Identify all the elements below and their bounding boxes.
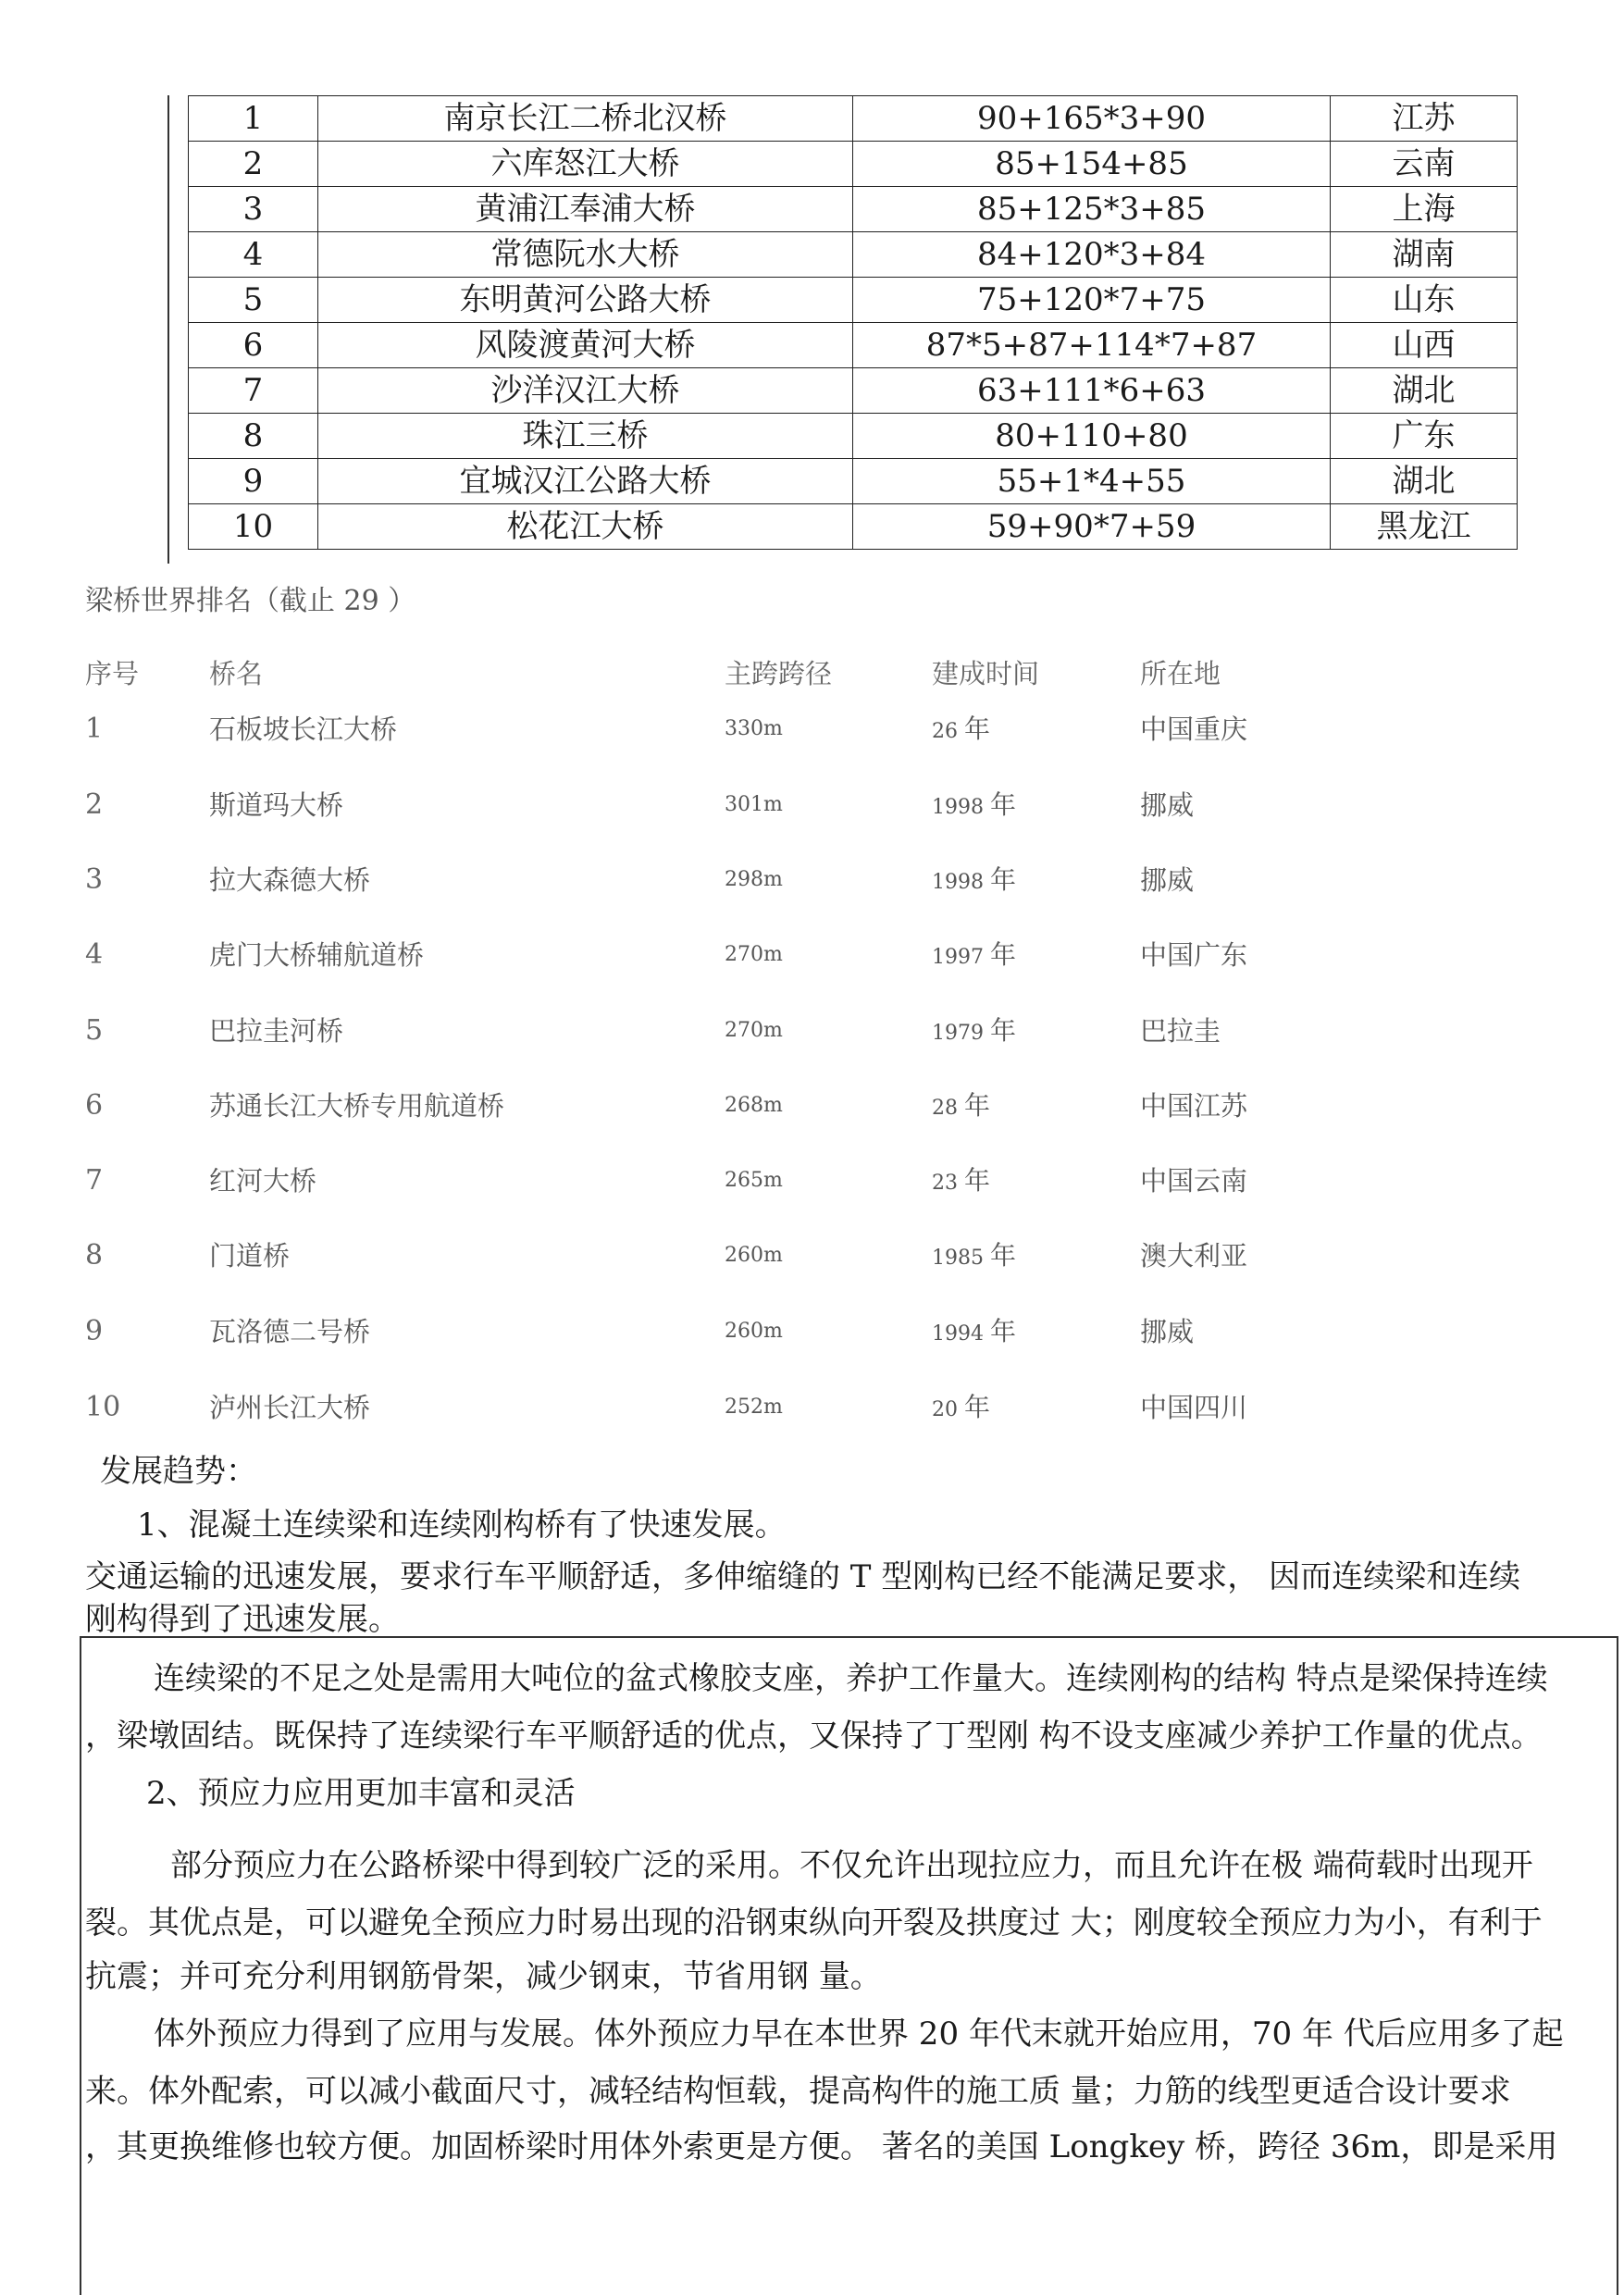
cell-span-layout: 85+125*3+85: [853, 187, 1331, 232]
cell-number: 8: [189, 414, 318, 459]
rank-completion-year: [932, 1387, 990, 1431]
cell-province: 黑龙江: [1331, 504, 1518, 550]
cell-span-layout: 85+154+85: [853, 142, 1331, 187]
rank-completion-year: [932, 709, 990, 752]
rank-completion-year: [932, 1311, 1016, 1355]
paragraph-3-line-1: 部分预应力在公路桥梁中得到较广泛的采用。不仅允许出现拉应力，而且允许在极 端荷载时出现开: [170, 1847, 1533, 1884]
rank-location: 巴拉圭: [1140, 1015, 1221, 1047]
cell-span-layout: 55+1*4+55: [853, 459, 1331, 504]
list-item: [0, 1160, 1624, 1201]
rank-main-span: 270m: [725, 1019, 783, 1042]
rank-year-unit: 年: [964, 1392, 991, 1422]
rank-year-value: 1997: [932, 946, 984, 969]
rank-bridge-name: 门道桥: [209, 1240, 291, 1272]
rank-bridge-name: 泸州长江大桥: [209, 1392, 371, 1423]
paragraph-3-line-3: 抗震；并可充分利用钢筋骨架，减少钢束，节省用钢 量。: [85, 1958, 882, 1995]
table-row: [189, 96, 1518, 142]
rank-completion-year: [932, 1085, 990, 1129]
cell-bridge-name: 黄浦江奉浦大桥: [318, 187, 853, 232]
table-row: [189, 142, 1518, 187]
ranking-title: 梁桥世界排名（截止 29 ）: [85, 585, 416, 617]
cell-span-layout: 59+90*7+59: [853, 504, 1331, 550]
rank-completion-year: [932, 860, 1016, 903]
cell-span-layout: 90+165*3+90: [853, 96, 1331, 142]
cell-number: 5: [189, 278, 318, 323]
cell-bridge-name: 南京长江二桥北汉桥: [318, 96, 853, 142]
cell-bridge-name: 松花江大桥: [318, 504, 853, 550]
table-row: [189, 459, 1518, 504]
rank-year-value: 23: [932, 1172, 958, 1195]
paragraph-4-line-3: ，其更换维修也较方便。加固桥梁时用体外索更是方便。 著名的美国 Longkey 桥，跨径 36m，即是采用: [85, 2128, 1558, 2165]
rank-index: 3: [85, 863, 104, 896]
rank-main-span: 252m: [725, 1396, 783, 1419]
cell-bridge-name: 珠江三桥: [318, 414, 853, 459]
rank-index: 9: [85, 1315, 104, 1347]
table-row: [189, 187, 1518, 232]
header-name: 桥名: [209, 658, 264, 689]
rank-completion-year: [932, 1235, 1016, 1279]
rank-location: 中国江苏: [1140, 1090, 1248, 1122]
ranking-header: [0, 653, 1624, 694]
header-location: 所在地: [1140, 658, 1221, 689]
cell-province: 湖北: [1331, 368, 1518, 414]
paragraph-2-line-1: 连续梁的不足之处是需用大吨位的盆式橡胶支座，养护工作量大。连续刚构的结构 特点是梁保持连续: [154, 1660, 1548, 1697]
paragraph-4-line-1: 体外预应力得到了应用与发展。体外预应力早在本世界 20 年代末就开始应用，70 年 代后应用多了起: [154, 2016, 1564, 2053]
rank-location: 中国四川: [1140, 1392, 1248, 1423]
rank-bridge-name: 拉大森德大桥: [209, 864, 371, 896]
rank-index: 7: [85, 1164, 104, 1197]
cell-span-layout: 84+120*3+84: [853, 232, 1331, 278]
cell-span-layout: 80+110+80: [853, 414, 1331, 459]
table-row: [189, 504, 1518, 550]
header-span: 主跨跨径: [725, 658, 833, 689]
rank-year-value: 1994: [932, 1322, 984, 1346]
list-item: [0, 1085, 1624, 1126]
rank-index: 6: [85, 1089, 104, 1122]
rank-bridge-name: 斯道玛大桥: [209, 789, 344, 821]
rank-year-unit: 年: [990, 1316, 1017, 1346]
cell-number: 2: [189, 142, 318, 187]
rank-bridge-name: 苏通长江大桥专用航道桥: [209, 1090, 505, 1122]
rank-completion-year: [932, 1011, 1016, 1054]
table-left-rule: [167, 95, 169, 564]
cell-span-layout: 75+120*7+75: [853, 278, 1331, 323]
rank-main-span: 330m: [725, 717, 783, 740]
list-item: [0, 1311, 1624, 1352]
rank-year-unit: 年: [964, 1165, 991, 1196]
rank-main-span: 260m: [725, 1320, 783, 1343]
cell-span-layout: 63+111*6+63: [853, 368, 1331, 414]
list-item: [0, 785, 1624, 825]
cell-province: 湖南: [1331, 232, 1518, 278]
rank-main-span: 301m: [725, 793, 783, 816]
rank-year-unit: 年: [964, 713, 991, 744]
cell-province: 山东: [1331, 278, 1518, 323]
continuous-girder-table: [188, 95, 1518, 550]
table-row: [189, 368, 1518, 414]
list-item: [0, 709, 1624, 750]
cell-number: 10: [189, 504, 318, 550]
rank-year-value: 28: [932, 1097, 958, 1120]
list-item: [0, 1235, 1624, 1276]
rank-location: 中国云南: [1140, 1165, 1248, 1197]
rank-bridge-name: 虎门大桥辅航道桥: [209, 939, 425, 971]
cell-number: 1: [189, 96, 318, 142]
rank-main-span: 268m: [725, 1094, 783, 1117]
rank-location: 中国广东: [1140, 939, 1248, 971]
rank-year-unit: 年: [990, 1240, 1017, 1271]
rank-location: 挪威: [1140, 864, 1195, 896]
table-row: [189, 414, 1518, 459]
cell-province: 湖北: [1331, 459, 1518, 504]
rank-main-span: 260m: [725, 1244, 783, 1267]
item1-title: 1、混凝土连续梁和连续刚构桥有了快速发展。: [137, 1507, 787, 1544]
list-item: [0, 1387, 1624, 1428]
rank-year-unit: 年: [964, 1090, 991, 1121]
rank-bridge-name: 巴拉圭河桥: [209, 1015, 344, 1047]
cell-province: 云南: [1331, 142, 1518, 187]
rank-year-unit: 年: [990, 789, 1017, 820]
rank-year-value: 1998: [932, 796, 984, 819]
cell-province: 上海: [1331, 187, 1518, 232]
list-item: [0, 935, 1624, 975]
rank-completion-year: [932, 1160, 990, 1204]
rank-index: 2: [85, 788, 104, 821]
cell-bridge-name: 东明黄河公路大桥: [318, 278, 853, 323]
rank-index: 10: [85, 1391, 121, 1423]
cell-province: 山西: [1331, 323, 1518, 368]
table-row: [189, 278, 1518, 323]
rank-year-value: 1979: [932, 1022, 984, 1045]
rank-location: 挪威: [1140, 1316, 1195, 1347]
rank-location: 澳大利亚: [1140, 1240, 1248, 1272]
cell-number: 9: [189, 459, 318, 504]
paragraph-1-line-2: 刚构得到了迅速发展。: [85, 1601, 400, 1638]
cell-bridge-name: 宜城汉江公路大桥: [318, 459, 853, 504]
trend-heading: 发展趋势：: [100, 1453, 257, 1490]
header-year: 建成时间: [932, 658, 1040, 689]
rank-year-unit: 年: [990, 864, 1017, 895]
rank-index: 8: [85, 1239, 104, 1272]
paragraph-2-line-2: ，梁墩固结。既保持了连续梁行车平顺舒适的优点，又保持了丁型刚 构不设支座减少养护工作量的优点。: [85, 1718, 1543, 1755]
header-index: 序号: [85, 658, 140, 689]
table-row: [189, 323, 1518, 368]
rank-main-span: 298m: [725, 868, 783, 891]
cell-bridge-name: 沙洋汉江大桥: [318, 368, 853, 414]
cell-number: 4: [189, 232, 318, 278]
rank-main-span: 270m: [725, 943, 783, 966]
cell-province: 广东: [1331, 414, 1518, 459]
rank-year-value: 1985: [932, 1247, 984, 1270]
rank-year-unit: 年: [990, 1015, 1017, 1046]
rank-main-span: 265m: [725, 1169, 783, 1192]
rank-location: 挪威: [1140, 789, 1195, 821]
rank-location: 中国重庆: [1140, 713, 1248, 745]
rank-year-value: 26: [932, 720, 958, 743]
item2-title: 2、预应力应用更加丰富和灵活: [146, 1775, 576, 1812]
rank-index: 1: [85, 713, 104, 745]
cell-province: 江苏: [1331, 96, 1518, 142]
paragraph-3-line-2: 裂。其优点是，可以避免全预应力时易出现的沿钢束纵向开裂及拱度过 大；刚度较全预应力为小，有利于: [85, 1904, 1543, 1941]
rank-year-unit: 年: [990, 939, 1017, 970]
rank-bridge-name: 红河大桥: [209, 1165, 317, 1197]
cell-number: 3: [189, 187, 318, 232]
cell-bridge-name: 风陵渡黄河大桥: [318, 323, 853, 368]
cell-bridge-name: 六库怒江大桥: [318, 142, 853, 187]
rank-bridge-name: 瓦洛德二号桥: [209, 1316, 371, 1347]
boxed-text-region: [80, 1636, 1618, 2295]
rank-index: 5: [85, 1014, 104, 1047]
table-row: [189, 232, 1518, 278]
rank-year-value: 1998: [932, 871, 984, 894]
cell-span-layout: 87*5+87+114*7+87: [853, 323, 1331, 368]
list-item: [0, 1011, 1624, 1051]
paragraph-4-line-2: 来。体外配索，可以减小截面尺寸，减轻结构恒载，提高构件的施工质 量；力筋的线型更适合设计要求: [85, 2073, 1511, 2110]
rank-year-value: 20: [932, 1398, 958, 1421]
rank-completion-year: [932, 935, 1016, 978]
table-body: [189, 96, 1518, 550]
cell-bridge-name: 常德阮水大桥: [318, 232, 853, 278]
paragraph-1-line-1: 交通运输的迅速发展，要求行车平顺舒适，多伸缩缝的 T 型刚构已经不能满足要求， 因而连续梁和连续: [85, 1558, 1521, 1595]
cell-number: 7: [189, 368, 318, 414]
rank-index: 4: [85, 938, 104, 971]
list-item: [0, 860, 1624, 900]
cell-number: 6: [189, 323, 318, 368]
rank-bridge-name: 石板坡长江大桥: [209, 713, 398, 745]
rank-completion-year: [932, 785, 1016, 828]
